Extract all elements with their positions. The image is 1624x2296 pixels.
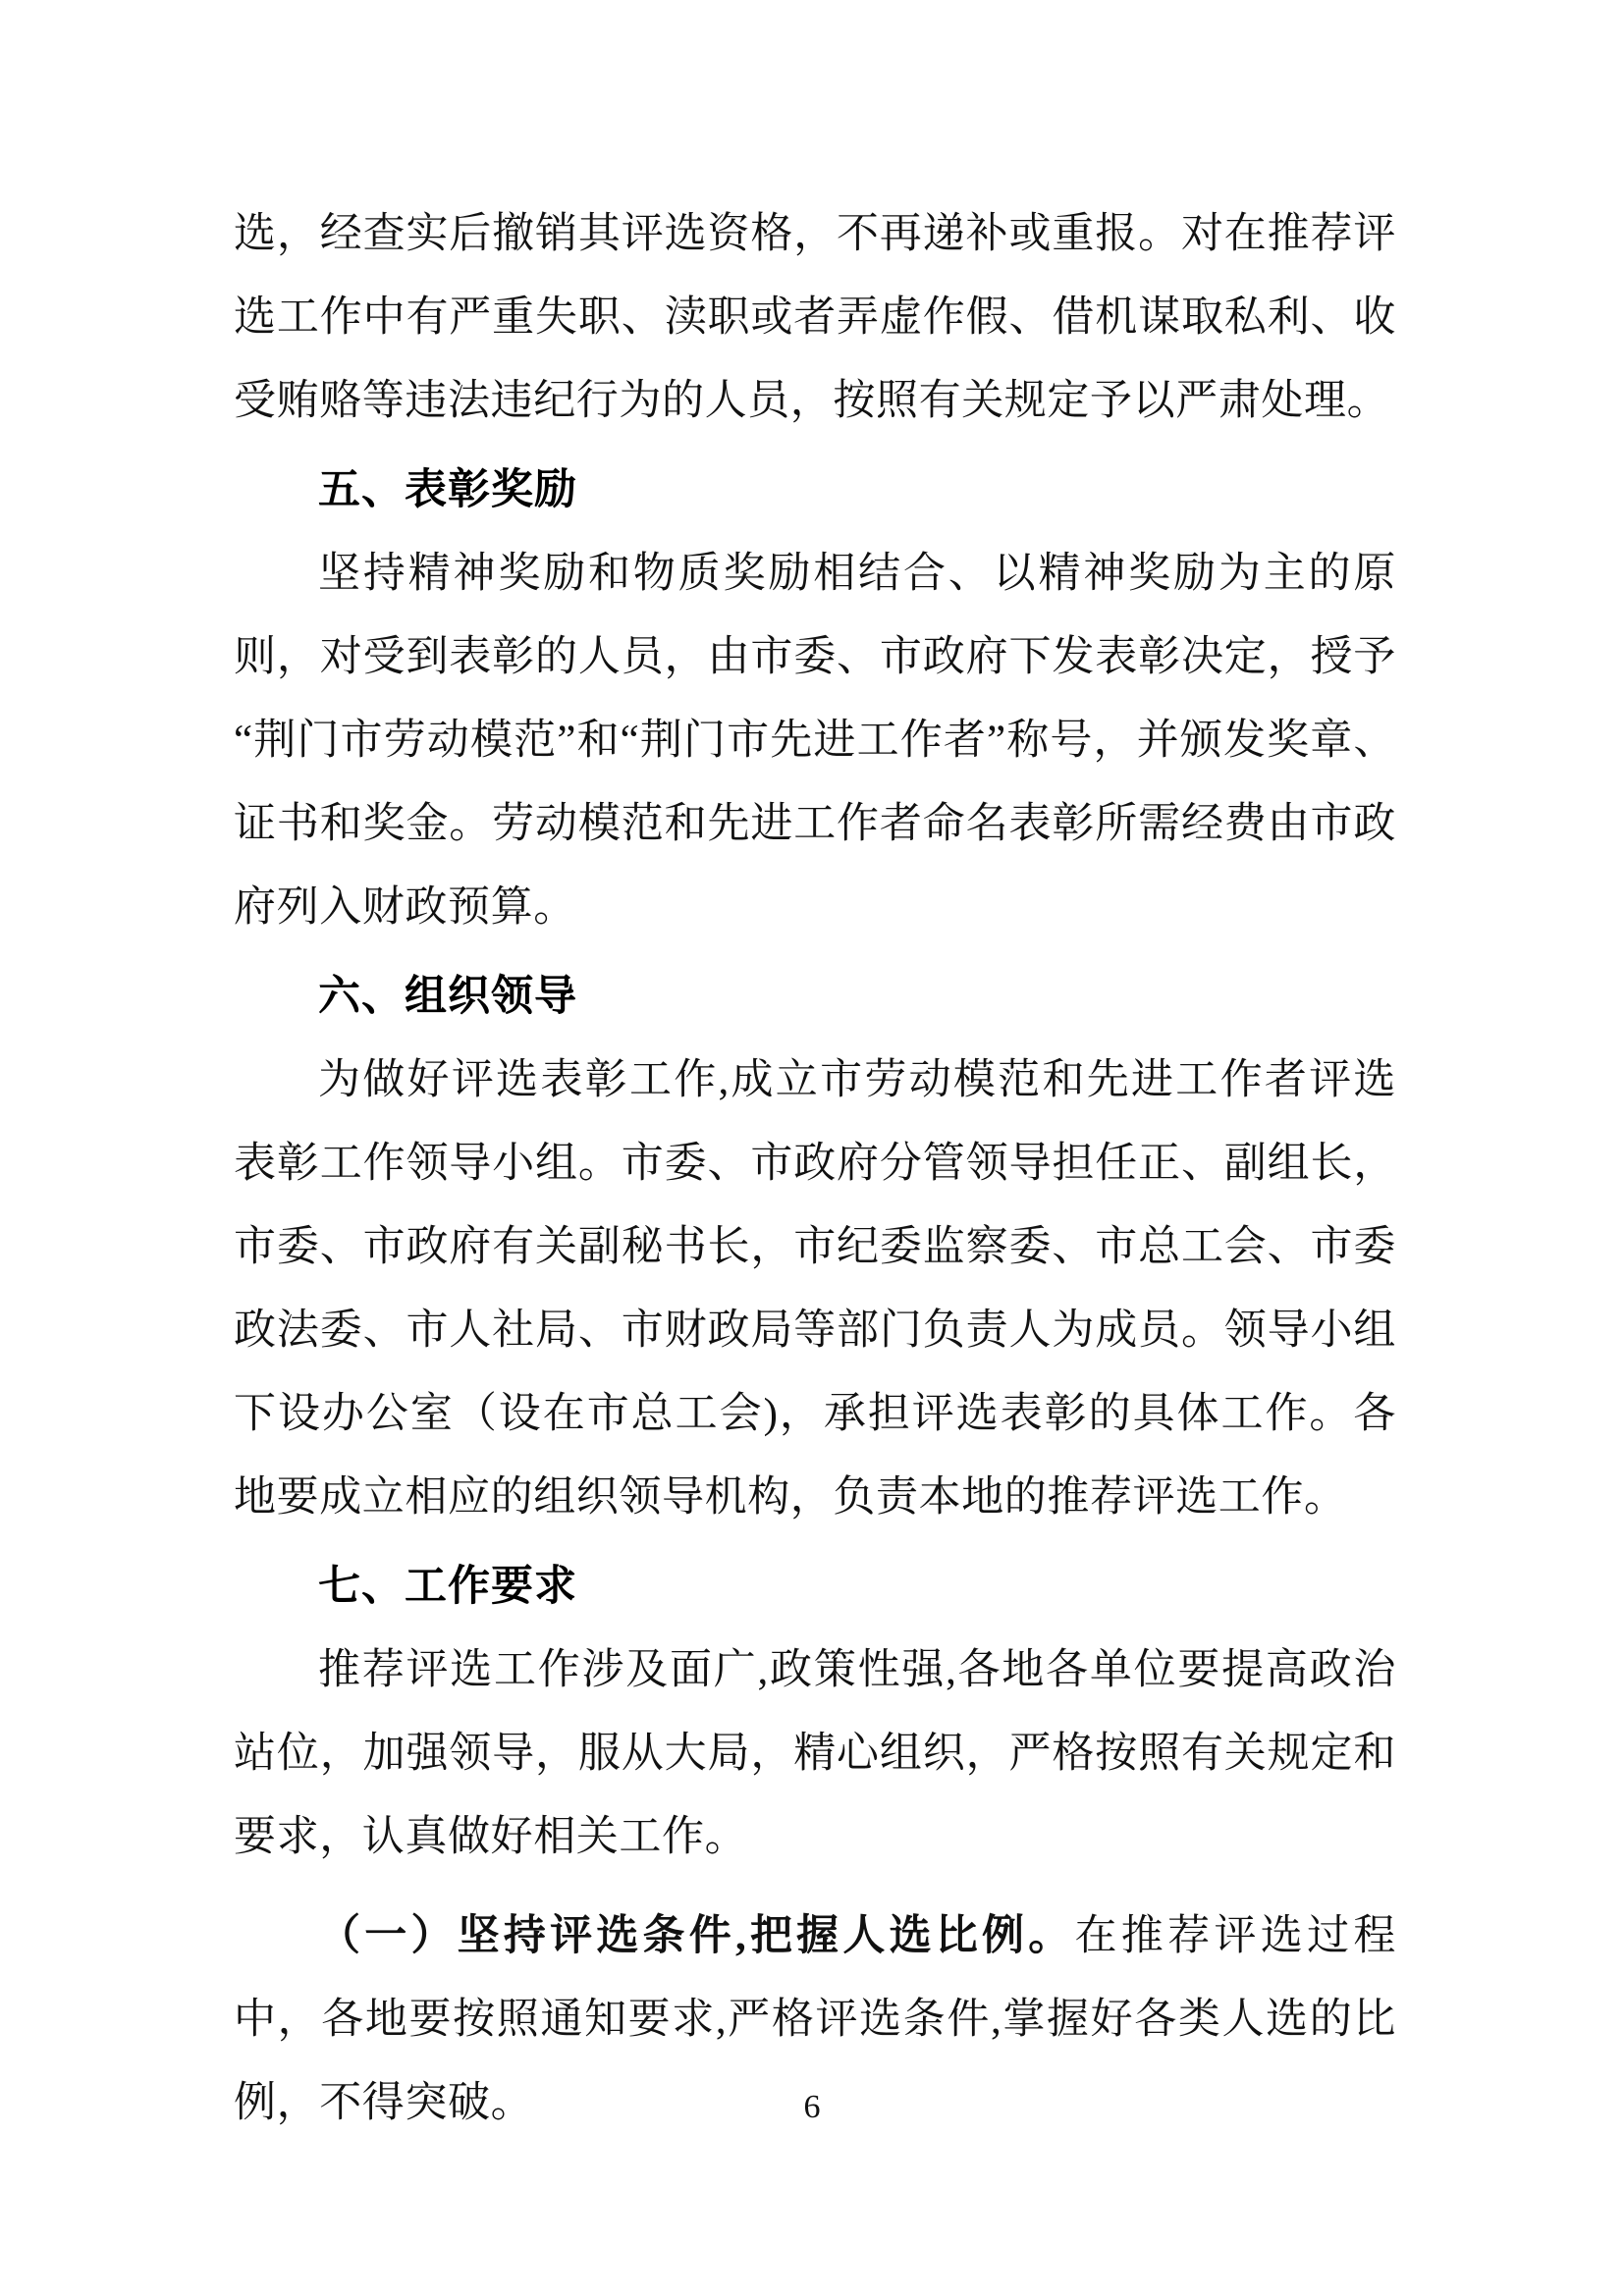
heading-7-work-requirements: 七、工作要求 [318, 1563, 577, 1610]
heading-5-commendation-and-awards: 五、表彰奖励 [318, 466, 577, 513]
paragraph-organizational-leadership: 为做好评选表彰工作,成立市劳动模范和先进工作者评选表彰工作领导小组。市委、市政府分管领导担任正、副组长，市委、市政府有关副秘书长，市纪委监察委、市总工会、市委政法委、市人社局、市财政局等部门负责人为成员。领导小组下设办公室（设在市总工会)，承担评选表彰的具体工作。各地要成立相应的组织领导机构，负责本地的推荐评选工作。 [234, 1057, 1396, 1521]
paragraph-item-1-text: 在推荐评选过程中，各地要按照通知要求,严格评选条件,掌握好各类人选的比例，不得突破。 [234, 1913, 1397, 2126]
paragraph-discipline-continued: 选，经查实后撤销其评选资格，不再递补或重报。对在推荐评选工作中有严重失职、渎职或者弄虚作假、借机谋取私利、收受贿赂等违法违纪行为的人员，按照有关规定予以严肃处理。 [234, 211, 1396, 424]
paragraph-commendation-and-awards: 坚持精神奖励和物质奖励相结合、以精神奖励为主的原则，对受到表彰的人员，由市委、市政府下发表彰决定，授予“荆门市劳动模范”和“荆门市先进工作者”称号，并颁发奖章、证书和奖金。劳动模范和先进工作者命名表彰所需经费由市政府列入财政预算。 [234, 551, 1396, 931]
block-spacer [234, 1879, 1396, 1895]
paragraph-work-requirements: 推荐评选工作涉及面广,政策性强,各地各单位要提高政治站位，加强领导，服从大局，精心组织，严格按照有关规定和要求，认真做好相关工作。 [234, 1647, 1396, 1860]
page-number: 6 [803, 2089, 821, 2125]
document-body [234, 192, 1396, 2145]
paragraph-item-1-lead: （一）坚持评选条件,把握人选比例。 [318, 1913, 1075, 1959]
heading-6-organizational-leadership: 六、组织领导 [318, 973, 577, 1020]
